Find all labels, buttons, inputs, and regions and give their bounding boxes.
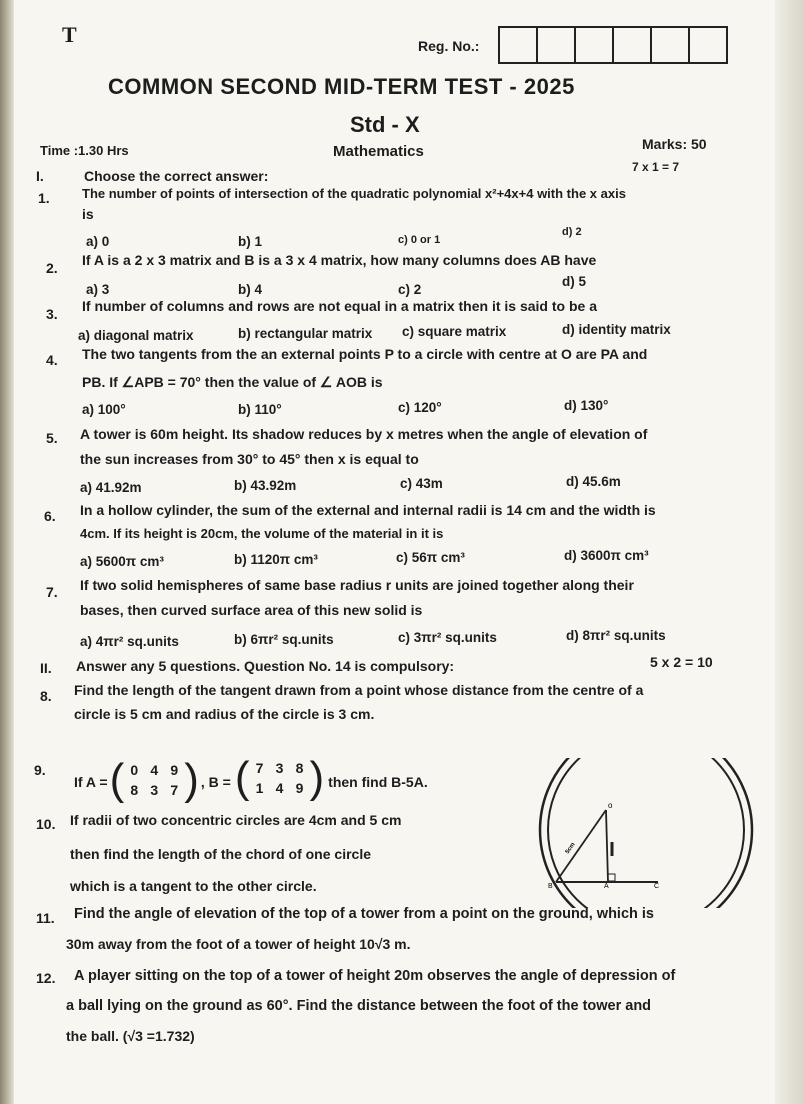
question-text: PB. If ∠APB = 70° then the value of ∠ AOB is (82, 374, 383, 390)
option-d: d) 130° (564, 398, 609, 413)
matrix-cell: 0 (130, 762, 139, 778)
matrix-cell: 4 (150, 762, 159, 778)
question-text: circle is 5 cm and radius of the circle is 3 cm. (74, 706, 375, 722)
option-c: c) 3πr² sq.units (398, 630, 497, 645)
question-text: 4cm. If its height is 20cm, the volume of the material in it is (80, 526, 444, 541)
reg-box[interactable] (650, 26, 690, 64)
option-d: d) 3600π cm³ (564, 548, 649, 563)
label-o: o (608, 801, 613, 810)
reg-no-boxes (500, 26, 728, 64)
time-label: Time :1.30 Hrs (40, 143, 129, 158)
option-a: a) 3 (86, 282, 110, 297)
marks-label: Marks: 50 (642, 136, 707, 152)
right-angle-mark (608, 874, 615, 881)
matrix-cell: 8 (130, 782, 139, 798)
question-text: a ball lying on the ground as 60°. Find the distance between the foot of the tower and (66, 998, 652, 1014)
section1-marks: 7 x 1 = 7 (632, 160, 680, 174)
reg-box[interactable] (688, 26, 728, 64)
section2-marks: 5 x 2 = 10 (650, 654, 713, 670)
option-d: d) 8πr² sq.units (566, 628, 666, 643)
right-paren: ) (184, 755, 199, 804)
question-text: the ball. (√3 =1.732) (66, 1028, 195, 1044)
section2-title: Answer any 5 questions. Question No. 14 is compulsory: (76, 658, 455, 674)
reg-box[interactable] (498, 26, 538, 64)
option-d: d) 5 (562, 274, 587, 289)
option-c: c) 56π cm³ (396, 550, 465, 565)
question-text: If number of columns and rows are not equal in a matrix then it is said to be a (82, 298, 597, 314)
option-b: b) 1 (238, 234, 263, 249)
question-number: 4. (46, 352, 58, 368)
section2-number: II. (40, 660, 52, 676)
matrix-cell: 7 (170, 782, 179, 798)
question-number: 10. (36, 816, 56, 832)
outer-circle (540, 758, 752, 908)
exam-title: COMMON SECOND MID-TERM TEST - 2025 (108, 74, 575, 99)
left-paren: ( (234, 753, 250, 802)
matrix-cell: 3 (275, 760, 284, 776)
question-number: 8. (40, 688, 52, 704)
label-side: 5cm (564, 841, 577, 856)
matrix-cell: 4 (275, 780, 284, 796)
matrix-cell: 8 (295, 760, 304, 776)
question-text: is (82, 206, 94, 222)
question-number: 11. (36, 910, 55, 926)
standard-label: Std - X (350, 112, 420, 137)
option-a: a) 5600π cm³ (80, 554, 164, 569)
question-number: 7. (46, 584, 58, 600)
question-text: which is a tangent to the other circle. (70, 878, 317, 894)
reg-box[interactable] (574, 26, 614, 64)
subject-label: Mathematics (333, 143, 424, 160)
option-d: d) 2 (562, 226, 582, 238)
question-text: then find the length of the chord of one circle (70, 846, 371, 862)
option-a: a) diagonal matrix (78, 328, 194, 343)
option-b: b) rectangular matrix (238, 326, 373, 341)
radius-line (556, 810, 606, 882)
perpendicular-line (606, 810, 608, 882)
paper-code: T (62, 22, 77, 47)
left-paren: ( (109, 755, 125, 804)
right-paren: ) (309, 753, 325, 802)
question-text: If two solid hemispheres of same base radius r units are joined together along their (80, 577, 634, 593)
question-text: , B = (200, 774, 231, 790)
matrix-cell: 7 (255, 760, 264, 776)
question-number: 1. (38, 190, 50, 206)
matrix-cell: 3 (150, 782, 159, 798)
question-text: If A = (74, 774, 108, 790)
option-b: b) 6πr² sq.units (234, 632, 334, 647)
label-b: B (548, 883, 553, 890)
label-a: A (604, 883, 609, 890)
question-number: 6. (44, 508, 56, 524)
option-a: a) 100° (82, 402, 126, 417)
question-text: Find the length of the tangent drawn from a point whose distance from the centre of a (74, 682, 644, 698)
section1-number: I. (36, 168, 44, 184)
matrix-a (109, 755, 199, 804)
reg-box[interactable] (536, 26, 576, 64)
matrix-cell: 9 (295, 780, 304, 796)
question-number: 5. (46, 430, 58, 446)
question-text: The number of points of intersection of the quadratic polynomial x²+4x+4 with the x axis (82, 186, 626, 201)
matrix-cell: 9 (170, 762, 179, 778)
question-number: 3. (46, 306, 58, 322)
section1-title: Choose the correct answer: (84, 168, 269, 184)
reg-box[interactable] (612, 26, 652, 64)
question-text: In a hollow cylinder, the sum of the external and internal radii is 14 cm and the width is (80, 502, 656, 518)
question-number: 12. (36, 970, 56, 986)
option-c: c) square matrix (402, 324, 507, 339)
question-text: If A is a 2 x 3 matrix and B is a 3 x 4 matrix, how many columns does AB have (82, 252, 597, 268)
option-c: c) 2 (398, 282, 422, 297)
question-text: A tower is 60m height. Its shadow reduces by x metres when the angle of elevation of (80, 426, 648, 442)
question-number: 9. (34, 762, 46, 778)
option-b: b) 1120π cm³ (234, 552, 318, 567)
concentric-circles-figure (534, 758, 764, 908)
question-text: The two tangents from the an external points P to a circle with centre at O are PA and (82, 346, 648, 362)
question-text: 30m away from the foot of a tower of height 10√3 m. (66, 936, 411, 952)
option-d: d) identity matrix (562, 322, 671, 337)
matrix-b (234, 753, 325, 802)
question-text: then find B-5A. (328, 774, 428, 790)
option-c: c) 120° (398, 400, 442, 415)
question-number: 2. (46, 260, 58, 276)
question-text: If radii of two concentric circles are 4cm and 5 cm (70, 812, 402, 828)
inner-circle (548, 758, 744, 908)
question-text: A player sitting on the top of a tower of height 20m observes the angle of depression of (74, 968, 676, 984)
option-b: b) 43.92m (234, 478, 297, 493)
option-c: c) 0 or 1 (398, 234, 441, 246)
matrix-cell: 1 (255, 780, 264, 796)
option-b: b) 4 (238, 282, 263, 297)
option-c: c) 43m (400, 476, 443, 491)
option-b: b) 110° (238, 402, 282, 417)
option-a: a) 41.92m (80, 480, 142, 495)
matrix-question (74, 753, 428, 804)
question-text: the sun increases from 30° to 45° then x is equal to (80, 451, 419, 467)
option-a: a) 4πr² sq.units (80, 634, 179, 649)
option-d: d) 45.6m (566, 474, 621, 489)
question-text: bases, then curved surface area of this new solid is (80, 602, 423, 618)
option-a: a) 0 (86, 234, 110, 249)
question-text: Find the angle of elevation of the top of a tower from a point on the ground, which is (74, 906, 654, 922)
label-c: C (654, 883, 660, 890)
reg-no-label: Reg. No.: (418, 38, 480, 54)
page-shadow-right (775, 0, 803, 1104)
